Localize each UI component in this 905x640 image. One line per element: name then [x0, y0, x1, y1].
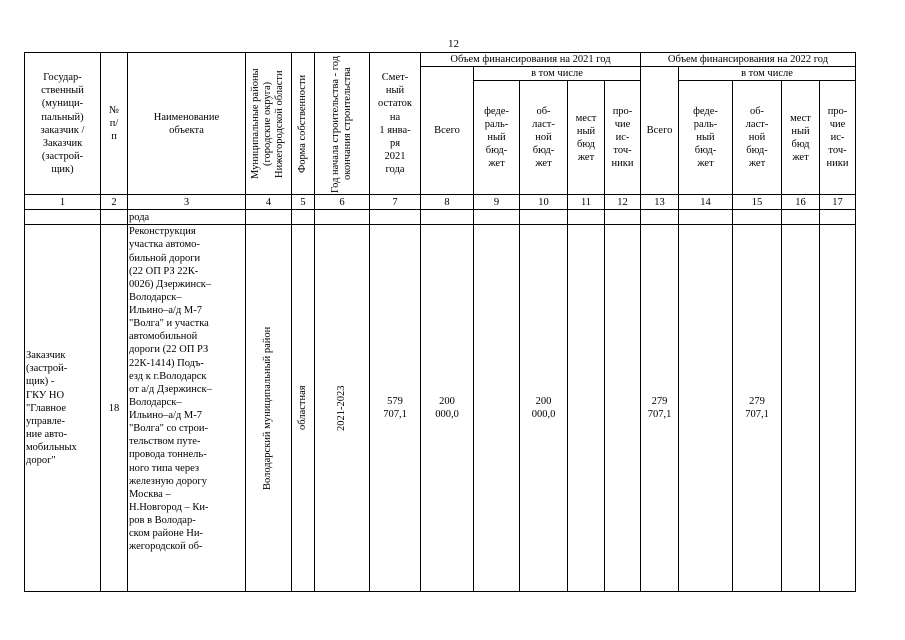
total-2021-cell: 200 000,0	[421, 225, 474, 592]
local-2022-cell	[782, 225, 820, 592]
header-regional-2022: об- ласт- ной бюд- жет	[733, 81, 782, 195]
header-total-2021: Всего	[421, 67, 474, 195]
header-including-2021: в том числе	[474, 67, 641, 81]
header-fin-2021: Объем финансирования на 2021 год	[421, 53, 641, 67]
column-number: 17	[820, 195, 856, 210]
regional-2022-cell: 279 707,1	[733, 225, 782, 592]
balance-cell: 579 707,1	[370, 225, 421, 592]
continuation-row	[25, 210, 856, 225]
column-number: 16	[782, 195, 820, 210]
header-object-name: Наименование объекта	[128, 53, 246, 195]
header-number: № п/ п	[101, 53, 128, 195]
row-number-cell: 18	[101, 225, 128, 592]
header-including-2022: в том числе	[679, 67, 856, 81]
table-row	[25, 225, 856, 592]
header-regional-2021: об- ласт- ной бюд- жет	[520, 81, 568, 195]
column-number: 2	[101, 195, 128, 210]
financing-table	[24, 52, 856, 592]
header-fin-2022: Объем финансирования на 2022 год	[641, 53, 856, 67]
header-row-1	[25, 53, 856, 67]
column-number: 15	[733, 195, 782, 210]
column-number: 1	[25, 195, 101, 210]
column-number: 3	[128, 195, 246, 210]
column-number: 10	[520, 195, 568, 210]
column-number: 11	[568, 195, 605, 210]
continuation-object-text: рода	[128, 210, 246, 225]
header-ownership: Форма собственности	[292, 53, 315, 195]
header-years: Год начала строительства - год окончания строительства	[315, 53, 370, 195]
column-number: 7	[370, 195, 421, 210]
header-local-2021: мест ный бюд жет	[568, 81, 605, 195]
column-number: 4	[246, 195, 292, 210]
column-number: 13	[641, 195, 679, 210]
total-2022-cell: 279 707,1	[641, 225, 679, 592]
district-cell: Володарский муниципальный район	[246, 225, 292, 592]
federal-2022-cell	[679, 225, 733, 592]
years-cell: 2021-2023	[315, 225, 370, 592]
header-other-2021: про- чие ис- точ- ники	[605, 81, 641, 195]
header-customer: Государ- ственный (муници- пальный) заказчик / Заказчик (застрой- щик)	[25, 53, 101, 195]
header-districts: Муниципальные районы (городские округа) Нижегородской области	[246, 53, 292, 195]
header-federal-2022: феде- раль- ный бюд- жет	[679, 81, 733, 195]
header-local-2022: мест ный бюд жет	[782, 81, 820, 195]
page-number: 12	[448, 38, 459, 50]
column-number: 14	[679, 195, 733, 210]
federal-2021-cell	[474, 225, 520, 592]
object-name-cell: Реконструкция участка автомо- бильной дороги (22 ОП РЗ 22К- 0026) Дзержинск– Володарск– Ильино–а/д М-7 "Волга" и участка автомобильной дороги (22 ОП РЗ 22К-1414) Подъ- езд к г.Володарск от а/д Дзержинск– Володарск– Ильино–а/д М-7 "Волга" со строи- тельством путе- провода тоннель- ного типа через железную дорогу Москва – Н.Новгород – Ки- ров в Володар- ском районе Ни- жегородской об-	[128, 225, 246, 592]
header-total-2022: Всего	[641, 67, 679, 195]
other-2022-cell	[820, 225, 856, 592]
other-2021-cell	[605, 225, 641, 592]
header-federal-2021: феде- раль- ный бюд- жет	[474, 81, 520, 195]
header-balance: Смет- ный остаток на 1 янва- ря 2021 года	[370, 53, 421, 195]
customer-cell: Заказчик (застрой- щик) - ГКУ НО "Главное управле- ние авто- мобильных дорог"	[25, 225, 101, 592]
column-number: 5	[292, 195, 315, 210]
column-number-row	[25, 195, 856, 210]
column-number: 6	[315, 195, 370, 210]
local-2021-cell	[568, 225, 605, 592]
column-number: 8	[421, 195, 474, 210]
column-number: 12	[605, 195, 641, 210]
column-number: 9	[474, 195, 520, 210]
header-other-2022: про- чие ис- точ- ники	[820, 81, 856, 195]
regional-2021-cell: 200 000,0	[520, 225, 568, 592]
ownership-cell: областная	[292, 225, 315, 592]
